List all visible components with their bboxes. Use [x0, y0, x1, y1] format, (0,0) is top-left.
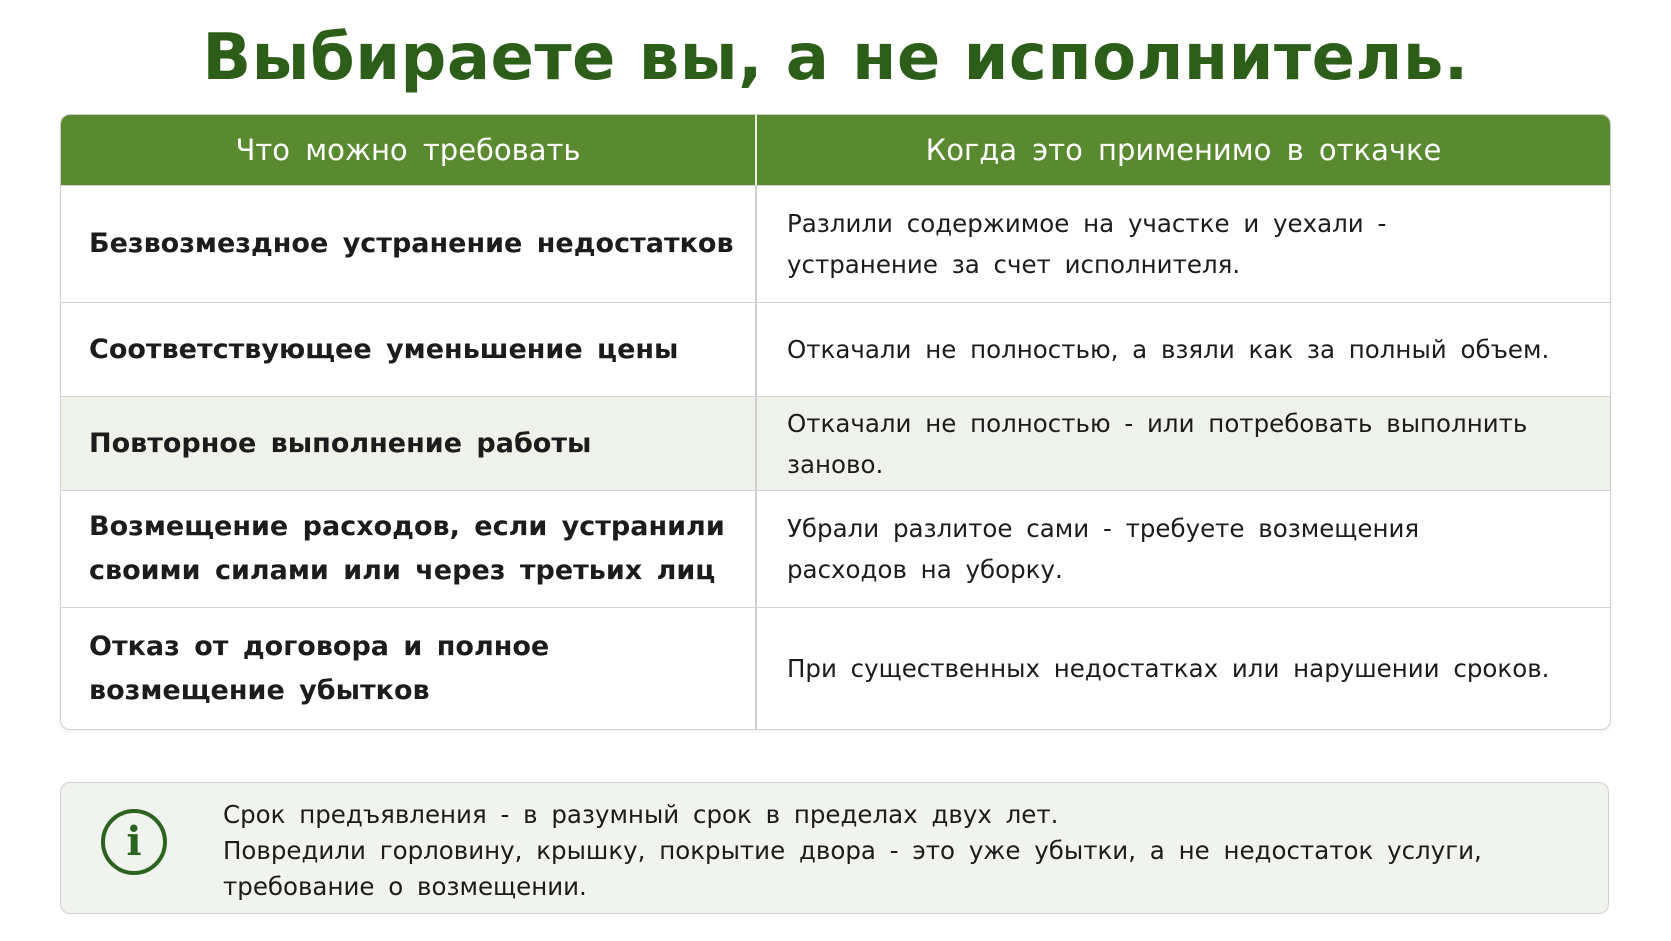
table-row — [61, 607, 1610, 729]
info-line: Повредили горловину, крышку, покрытие двора - это уже убытки, а не недостаток услуги, — [223, 836, 1482, 865]
table-row — [61, 490, 1610, 607]
column-header-application: Когда это применимо в откачке — [925, 133, 1442, 167]
requirement-text: возмещение убытков — [89, 674, 430, 706]
page-title: Выбираете вы, а не исполнитель. — [202, 21, 1469, 95]
application-text: Откачали не полностью - или потребовать выполнить заново. — [787, 408, 1528, 479]
info-note — [60, 782, 1609, 914]
application-cell — [757, 491, 1610, 607]
info-icon: i — [101, 809, 167, 875]
requirement-cell — [61, 303, 757, 396]
table-header — [61, 115, 1610, 185]
column-header-requirement: Что можно требовать — [61, 115, 757, 185]
requirement-cell — [61, 608, 757, 729]
application-cell — [757, 608, 1610, 729]
requirement-text: Возмещение расходов, если устранили — [89, 511, 725, 542]
table-row — [61, 302, 1610, 396]
application-cell — [757, 397, 1610, 490]
requirement-cell — [61, 186, 757, 302]
requirement-text: своими силами или через третьих лиц — [89, 555, 716, 586]
table-row-highlighted — [61, 396, 1610, 490]
application-text: При существенных недостатках или нарушении сроков. — [787, 654, 1550, 683]
application-text: устранение за счет исполнителя. — [787, 250, 1241, 279]
application-text: Откачали не полностью, а взяли как за полный объем. — [787, 335, 1550, 364]
application-cell — [757, 186, 1610, 302]
application-text: Убрали разлитое сами - требуете возмещения — [787, 514, 1420, 543]
requirement-cell — [61, 397, 757, 490]
requirement-text: Отказ от договора и полное — [89, 630, 550, 662]
requirement-text: Соответствующее уменьшение цены — [89, 333, 679, 365]
application-text: расходов на уборку. — [787, 555, 1063, 584]
info-line: Срок предъявления - в разумный срок в пределах двух лет. — [223, 800, 1059, 829]
info-line: требование о возмещении. — [223, 872, 587, 901]
requirement-text: Безвозмездное устранение недостатков — [89, 228, 734, 259]
requirement-cell — [61, 491, 757, 607]
info-text — [223, 797, 1583, 905]
application-cell — [757, 303, 1610, 396]
requirement-text: Повторное выполнение работы — [89, 427, 592, 459]
remedies-table — [60, 114, 1611, 730]
application-text: Разлили содержимое на участке и уехали - — [787, 209, 1387, 238]
table-row — [61, 185, 1610, 302]
